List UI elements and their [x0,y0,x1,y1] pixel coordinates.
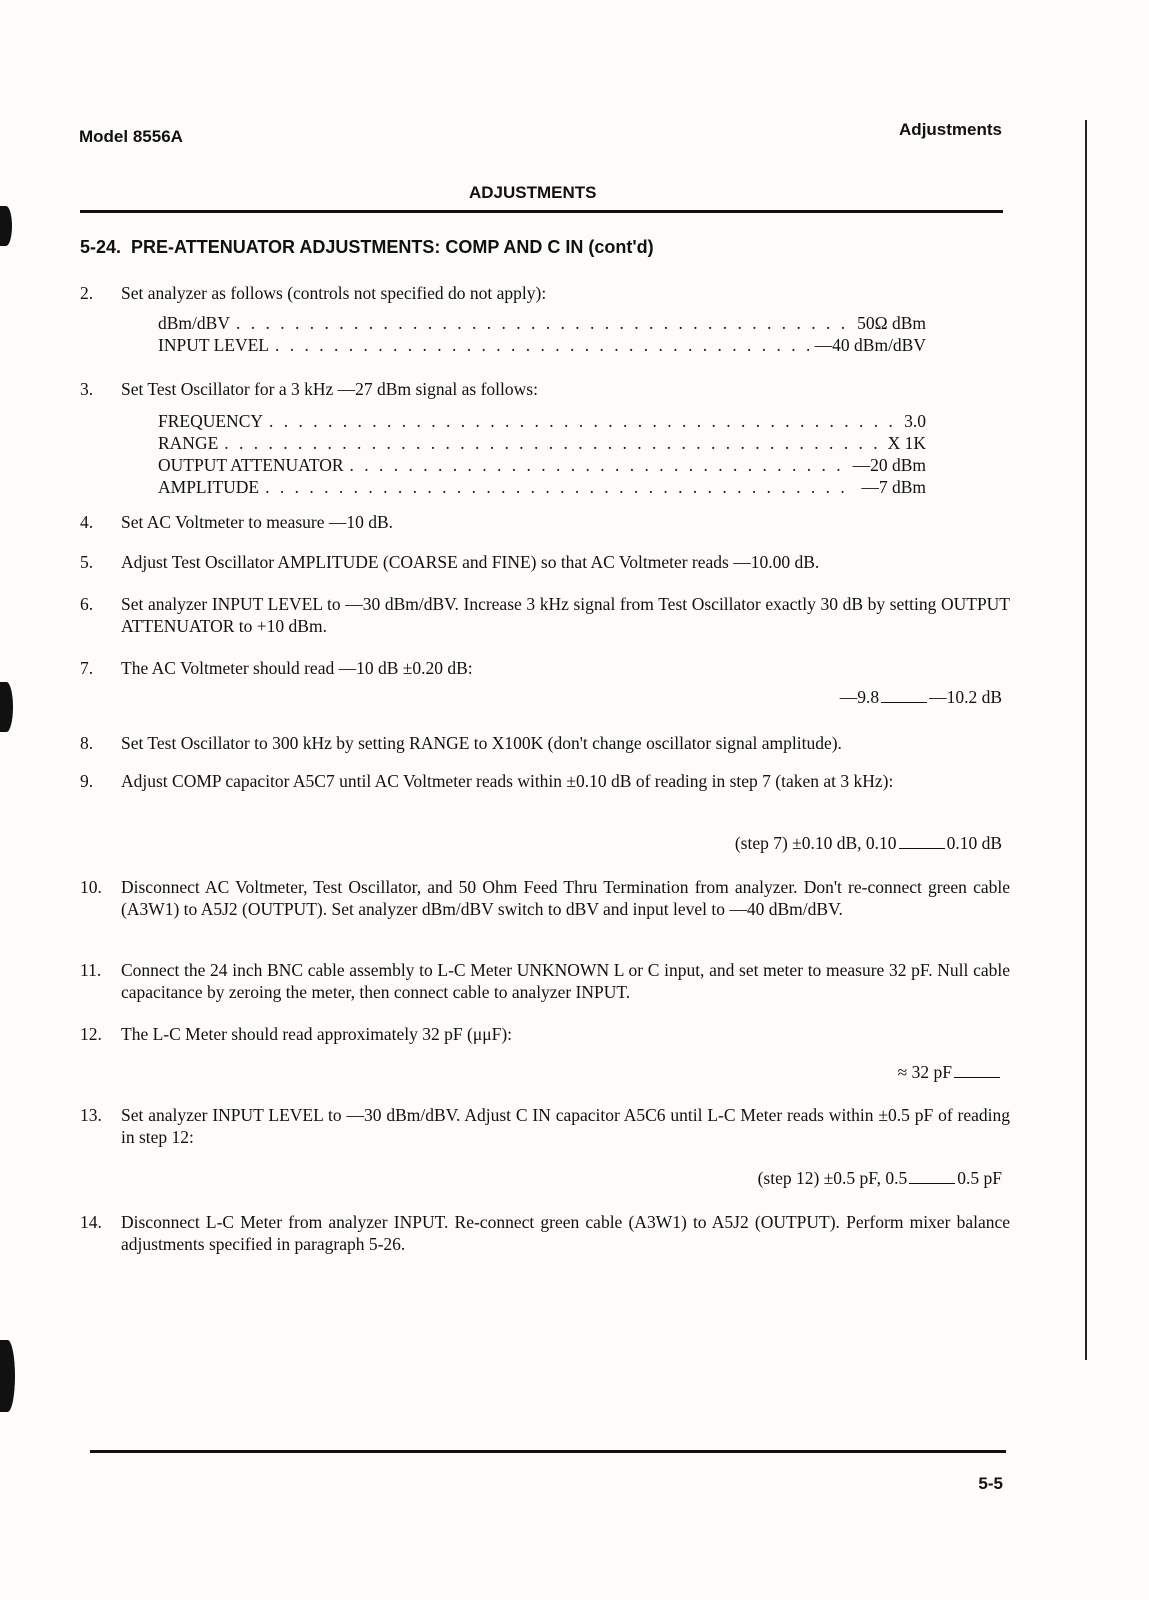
setting-label: FREQUENCY [158,411,264,431]
step-text: Adjust Test Oscillator AMPLITUDE (COARSE and FINE) so that AC Voltmeter reads —10.00 dB. [121,552,820,572]
binding-mark-bottom [0,1340,15,1412]
result-high: 0.10 dB [946,833,1002,853]
step-3 [80,378,1010,400]
model-label: Model 8556A [79,127,183,146]
step-number: 9. [80,771,94,791]
step-14 [80,1211,1010,1255]
step-number: 2. [80,283,94,303]
step-number: 6. [80,594,94,614]
step-text: Set analyzer INPUT LEVEL to —30 dBm/dBV. Adjust C IN capacitor A5C6 until L-C Meter reads within ±0.5 pF of reading in step 12: [121,1105,1010,1147]
step-4 [80,511,1010,533]
step-9-result [735,832,1002,854]
step-9 [80,770,1010,814]
result-entry-blank [954,1063,1000,1078]
setting-value: 3.0 [904,411,926,431]
result-high: —10.2 dB [929,687,1002,707]
step-text: Set analyzer as follows (controls not specified do not apply): [121,283,547,303]
step-number: 11. [80,960,102,980]
step-10 [80,876,1010,942]
analyzer-setting-row [158,335,926,356]
setting-label: RANGE [158,433,219,453]
step-13 [80,1104,1010,1148]
footer-rule [90,1450,1006,1453]
result-entry-blank [909,1169,955,1184]
step-text: The L-C Meter should read approximately 32 pF (μμF): [121,1024,513,1044]
binding-mark-middle [0,682,13,732]
setting-value: X 1K [887,433,926,453]
step-text: The AC Voltmeter should read —10 dB ±0.20 dB: [121,658,473,678]
result-high: 0.5 pF [957,1168,1002,1188]
step-11 [80,959,1010,1003]
result-entry-blank [881,688,927,703]
result-low: —9.8 [839,687,880,707]
step-number: 5. [80,552,94,572]
oscillator-setting-row [158,455,926,476]
oscillator-setting-row [158,433,926,454]
step-8 [80,732,1010,754]
setting-value: —40 dBm/dBV [814,335,926,355]
step-number: 13. [80,1105,102,1125]
step-text: Disconnect AC Voltmeter, Test Oscillator, and 50 Ohm Feed Thru Termination from analyzer. Don't re-connect green cable (A3W1) to A5J2 (OUTPUT). Set analyzer dBm/dBV switch to dBV and input level to —40 dBm/dBV. [121,877,1010,919]
step-number: 10. [80,877,102,897]
step-number: 12. [80,1024,102,1044]
setting-value: —20 dBm [852,455,926,475]
right-margin-line [1085,120,1087,1360]
step-number: 7. [80,658,94,678]
step-text: Disconnect L-C Meter from analyzer INPUT. Re-connect green cable (A3W1) to A5J2 (OUTPUT). Perform mixer balance adjustments specified in paragraph 5-26. [121,1212,1010,1254]
step-7 [80,657,1010,679]
step-number: 8. [80,733,94,753]
step-12 [80,1023,1010,1045]
oscillator-setting-row [158,411,926,432]
result-value: ≈ 32 pF [897,1062,952,1082]
setting-value: —7 dBm [861,477,926,497]
step-text: Connect the 24 inch BNC cable assembly to L-C Meter UNKNOWN L or C input, and set meter to measure 32 pF. Null cable capacitance by zeroing the meter, then connect cable to analyzer INPUT. [121,960,1010,1002]
setting-label: dBm/dBV [158,313,230,333]
step-text: Set AC Voltmeter to measure —10 dB. [121,512,394,532]
step-text: Set Test Oscillator for a 3 kHz —27 dBm signal as follows: [121,379,538,399]
step-number: 4. [80,512,94,532]
step-text: Set analyzer INPUT LEVEL to —30 dBm/dBV. Increase 3 kHz signal from Test Oscillator exactly 30 dB by setting OUTPUT ATTENUATOR to +10 dBm. [121,594,1010,636]
setting-value: 50Ω dBm [857,313,926,333]
step-5 [80,551,1010,573]
page-title: ADJUSTMENTS [469,183,597,202]
step-7-result [840,686,1002,708]
step-number: 3. [80,379,94,399]
header-rule [80,210,1003,213]
section-right-label: Adjustments [899,120,1002,139]
oscillator-setting-row [158,477,926,498]
step-number: 14. [80,1212,102,1232]
step-2 [80,282,1010,304]
step-12-result [898,1061,1002,1083]
step-13-result [758,1167,1002,1189]
setting-label: AMPLITUDE [158,477,260,497]
section-heading: 5-24. PRE-ATTENUATOR ADJUSTMENTS: COMP AND C IN (cont'd) [80,237,654,257]
setting-label: OUTPUT ATTENUATOR [158,455,344,475]
step-text: Adjust COMP capacitor A5C7 until AC Voltmeter reads within ±0.10 dB of reading in step 7 (taken at 3 kHz): [121,771,894,791]
result-low: (step 7) ±0.10 dB, 0.10 [734,833,897,853]
result-low: (step 12) ±0.5 pF, 0.5 [757,1168,908,1188]
page-number: 5-5 [978,1474,1003,1493]
setting-label: INPUT LEVEL [158,335,269,355]
step-6 [80,593,1010,637]
analyzer-setting-row [158,313,926,334]
result-entry-blank [899,834,945,849]
step-text: Set Test Oscillator to 300 kHz by setting RANGE to X100K (don't change oscillator signal amplitude). [121,733,842,753]
binding-mark-top [0,206,12,246]
